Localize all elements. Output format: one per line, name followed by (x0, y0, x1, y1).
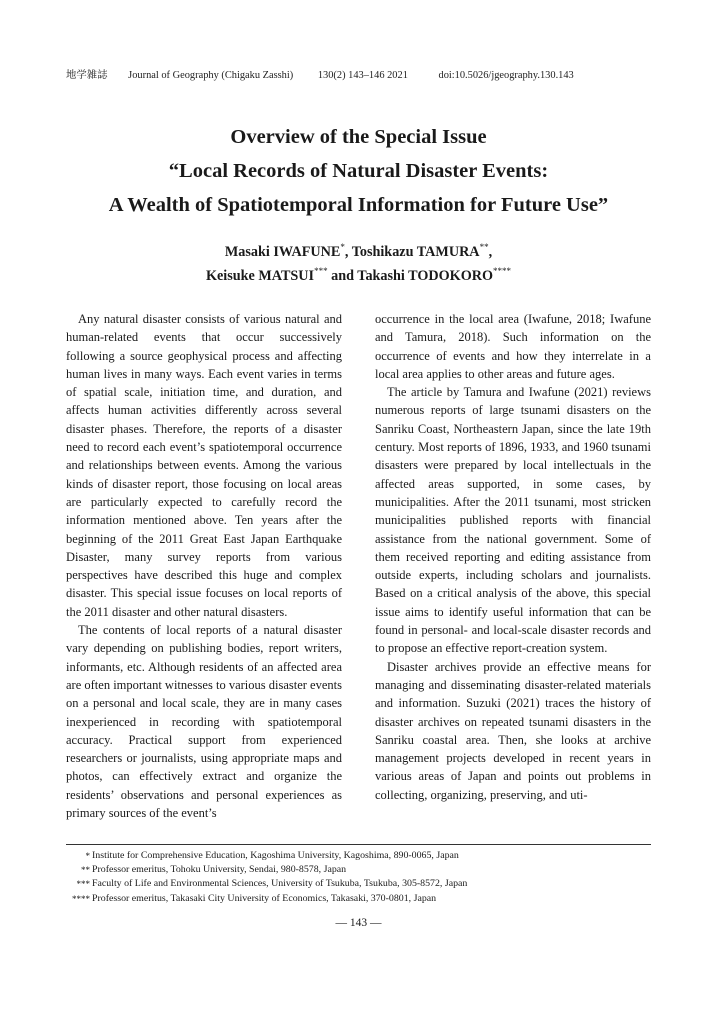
author-name: Takashi TODOKORO (357, 268, 494, 284)
footnote (66, 877, 656, 891)
footnote-mark: *** (76, 879, 90, 890)
footnote-divider (66, 844, 651, 845)
affiliation-mark: ** (479, 242, 489, 252)
footnotes (66, 849, 656, 906)
journal-name-japanese: 地学雑誌 (66, 70, 108, 81)
journal-name-english: Journal of Geography (Chigaku Zasshi) (128, 70, 294, 81)
body-paragraph: Any natural disaster consists of various natural and human-related events that occur successively following a source geophysical process and affecting human lives in many ways. Each event varies in terms of spatial scale, initiation time, and duration, and affects human activities differently across several disaster phases. Therefore, the reports of a disaster need to record each event’s spatiotemporal occurrence and relationships between events. Among the various kinds of disaster report, those focusing on local areas are particularly expected to carefully record the information mentioned above. Ten years after the beginning of the 2011 Great East Japan Earthquake Disaster, many survey reports from various perspectives have described this huge and complex disaster. This special issue focuses on local reports of the 2011 disaster and other natural disasters. (66, 312, 342, 619)
author-separator: , (488, 244, 493, 260)
issue-info: 130(2) 143–146 2021 (317, 70, 408, 81)
doi: doi:10.5026/jgeography.130.143 (438, 70, 574, 81)
affiliation-mark: **** (493, 266, 512, 276)
body-paragraph: Disaster archives provide an effective means for managing and disseminating disaster-related materials and information. Suzuki (2021) traces the history of disaster archives on repeated tsunami disasters in the Sanriku coastal area. Then, she looks at archive management projects developed in recent years in various areas of Japan and points out problems in collecting, organizing, preserving, and uti- (375, 659, 651, 802)
author-name: Toshikazu TAMURA (351, 244, 480, 260)
body-paragraph: occurrence in the local area (Iwafune, 2018; Iwafune and Tamura, 2018). Such information on the occurrence of events and how they interrelate in a local area applies to other areas and future ages. (375, 312, 651, 381)
title-line-1: Overview of the Special Issue (230, 126, 487, 148)
author-name: Masaki IWAFUNE (224, 244, 341, 260)
running-header (66, 66, 656, 81)
body-column-left (66, 310, 342, 822)
title-line-2: “Local Records of Natural Disaster Events: (168, 160, 549, 182)
footnote-mark: ** (81, 865, 90, 876)
page-number: — 143 — (335, 917, 382, 929)
footnote-text: Institute for Comprehensive Education, Kagoshima University, Kagoshima, 890-0065, Japan (92, 850, 459, 861)
author-line-1 (0, 236, 717, 260)
author-list (0, 236, 717, 284)
footnote (66, 892, 656, 906)
footnote-mark: **** (72, 893, 90, 904)
footnote (66, 863, 656, 877)
article-title (0, 122, 717, 224)
author-name: Keisuke MATSUI (205, 268, 315, 284)
author-separator: and (327, 268, 358, 284)
footnote-text: Faculty of Life and Environmental Sciences, University of Tsukuba, Tsukuba, 305-8572, Japan (92, 878, 468, 890)
body-paragraph: The contents of local reports of a natural disaster vary depending on publishing bodies, report writers, informants, etc. Although residents of an affected area are often important witnesses to various disaster events on a personal and local scale, they are in many cases inexperienced in recording with spatiotemporal accuracy. Practical support from experienced researchers or journalists, using appropriate maps and photos, can effectively extract and organize the residents’ observations and personal experiences as primary sources of the event’s (66, 623, 342, 821)
footnote-text: Professor emeritus, Takasaki City University of Economics, Takasaki, 370-0801, Japan (92, 892, 437, 904)
affiliation-mark: *** (314, 266, 328, 276)
footnote (66, 849, 656, 863)
body-paragraph: The article by Tamura and Iwafune (2021) reviews numerous reports of large tsunami disasters on the Sanriku Coast, Northeastern Japan, since the late 19th century. Most reports of 1896, 1933, and 1960 tsunami disasters were prepared by local intellectuals in the affected areas supported, in some cases, by municipalities. After the 2011 tsunami, most stricken municipalities published reports with financial assistance from the national government. Some of them received reporting and editing assistance from outside experts, including scholars and journalists. Based on a critical analysis of the above, this special issue aims to identify useful information that can be found in personal- and local-scale disaster records and to propose an effective report-creation system. (375, 385, 651, 656)
affiliation-mark: * (340, 242, 345, 252)
footnote-text: Professor emeritus, Tohoku University, Sendai, 980-8578, Japan (92, 864, 347, 876)
author-line-2 (0, 260, 717, 284)
title-line-3: A Wealth of Spatiotemporal Information for Future Use” (108, 194, 609, 216)
body-column-right (375, 310, 651, 804)
author-separator: , (344, 244, 352, 260)
footnote-mark: * (85, 851, 90, 861)
